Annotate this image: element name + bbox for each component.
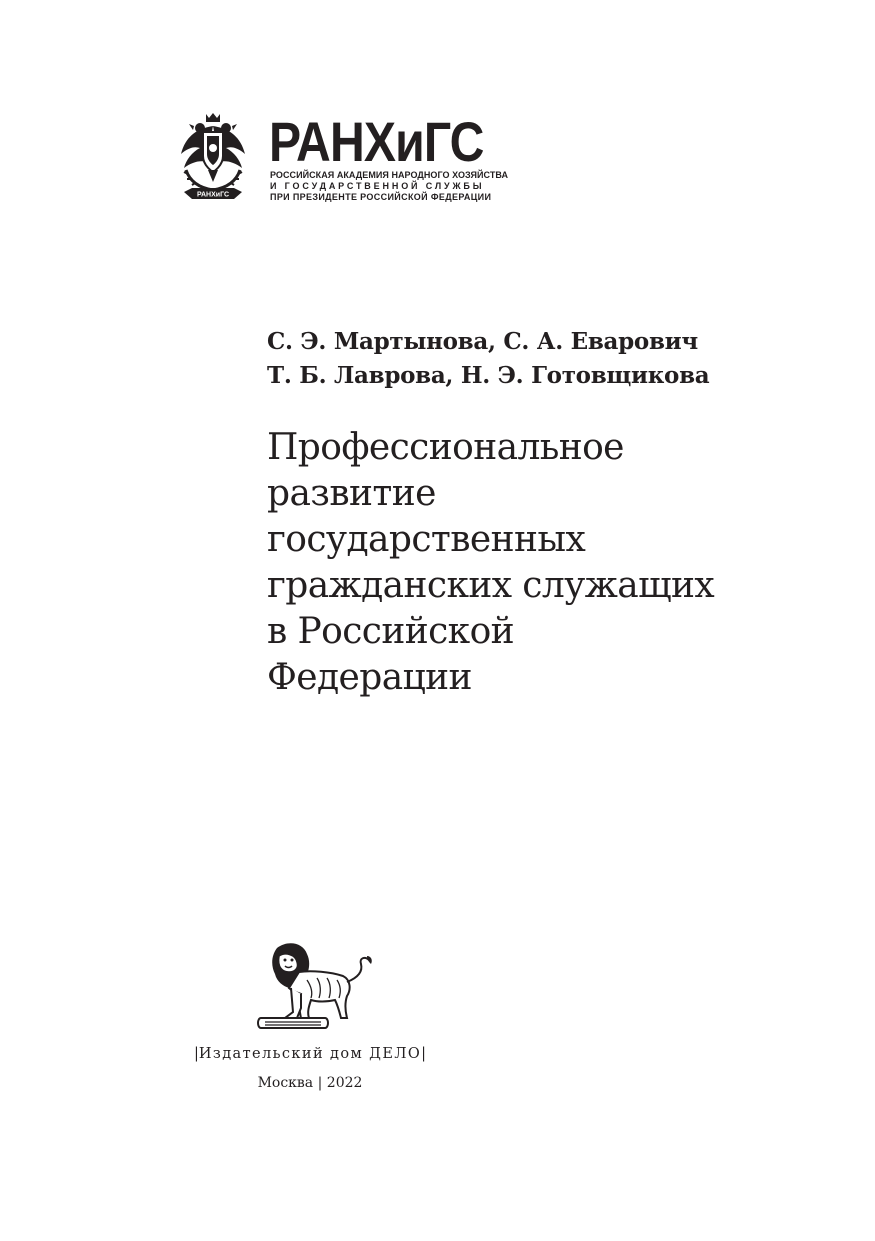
emblem-ribbon-text: РАНХиГС [196, 191, 230, 199]
authors-line: С. Э. Мартынова, С. А. Еварович [267, 328, 698, 355]
institution-abbreviation: РАНХиГС [269, 110, 484, 173]
authors [267, 325, 709, 393]
publisher-name [177, 1044, 443, 1064]
publisher-name-text: Издательский дом ДЕЛО [198, 1046, 422, 1062]
publisher-name-bar-right: | [421, 1046, 427, 1062]
title-line: Профессиональное [267, 427, 624, 468]
double-headed-eagle-emblem-icon [178, 112, 248, 204]
institution-name-line-2: И ГОСУДАРСТВЕННОЙ СЛУЖБЫ [270, 181, 485, 191]
title-line: государственных [267, 519, 586, 560]
institution-logo [178, 110, 509, 207]
title-line: развитие [267, 473, 436, 514]
institution-name-line-3: ПРИ ПРЕЗИДЕНТЕ РОССИЙСКОЙ ФЕДЕРАЦИИ [270, 192, 492, 202]
publisher-name-bar-left: | [193, 1046, 199, 1062]
title-line: Федерации [267, 657, 472, 698]
authors-line: Т. Б. Лаврова, Н. Э. Готовщикова [267, 362, 710, 389]
publication-city: Москва [257, 1075, 314, 1091]
title-line: в Российской [267, 611, 515, 652]
title-line: гражданских служащих [267, 565, 715, 606]
book-title [267, 425, 714, 701]
institution-name-line-1: РОССИЙСКАЯ АКАДЕМИЯ НАРОДНОГО ХОЗЯЙСТВА [270, 170, 509, 180]
lion-icon [255, 942, 373, 1032]
imprint-separator: | [317, 1075, 323, 1091]
imprint [177, 1073, 443, 1093]
publication-year: 2022 [326, 1075, 363, 1091]
